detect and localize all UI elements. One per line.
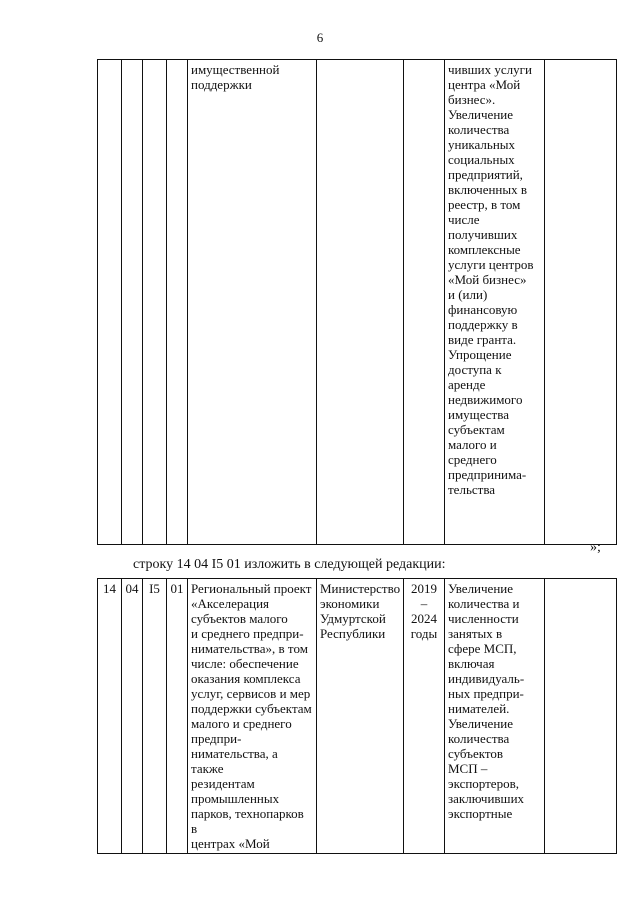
page-number: 6: [316, 30, 324, 45]
empty-cell: [545, 60, 617, 545]
closing-quote: »;: [590, 540, 601, 555]
code-cell-2: 04: [122, 579, 143, 854]
table-row: [98, 579, 617, 854]
amendment-instruction: строку 14 04 I5 01 изложить в следующей редакции:: [133, 557, 446, 572]
code-cell-1: 14: [98, 579, 122, 854]
result-cell: чивших услуги центра «Мой бизнес». Увеличение количества уникальных социальных предприятий, включенных в реестр, в том числе получивших комплексные услуги центров «Мой бизнес» и (или) финансовую поддержку в виде гранта. Упрощение доступа к аренде недвижимого имущества субъектам малого и среднего предпринима- тельства: [445, 60, 545, 545]
code-cell: [122, 60, 143, 545]
period-cell: [404, 60, 445, 545]
table-row: [98, 60, 617, 545]
continued-table: [97, 59, 617, 545]
code-cell: [143, 60, 167, 545]
code-cell: [98, 60, 122, 545]
code-cell-4: 01: [167, 579, 188, 854]
code-cell-3: I5: [143, 579, 167, 854]
executor-cell: Министерство экономики Удмуртской Республики: [317, 579, 404, 854]
amended-row-table: [97, 578, 617, 854]
name-cell: имущественной поддержки: [188, 60, 317, 545]
period-cell: 2019 – 2024 годы: [404, 579, 445, 854]
executor-cell: [317, 60, 404, 545]
code-cell: [167, 60, 188, 545]
result-cell: Увеличение количества и численности занятых в сфере МСП, включая индивидуаль- ных предпри- нимателей. Увеличение количества субъектов МСП – экспортеров, заключивших экспортные: [445, 579, 545, 854]
empty-cell: [545, 579, 617, 854]
name-cell: Региональный проект «Акселерация субъектов малого и среднего предпри- нимательства», в том числе: обеспечение оказания комплекса услуг, сервисов и мер поддержки субъектам малого и среднего предпри- нимательства, а также резидентам промышленных парков, технопарков в центрах «Мой: [188, 579, 317, 854]
